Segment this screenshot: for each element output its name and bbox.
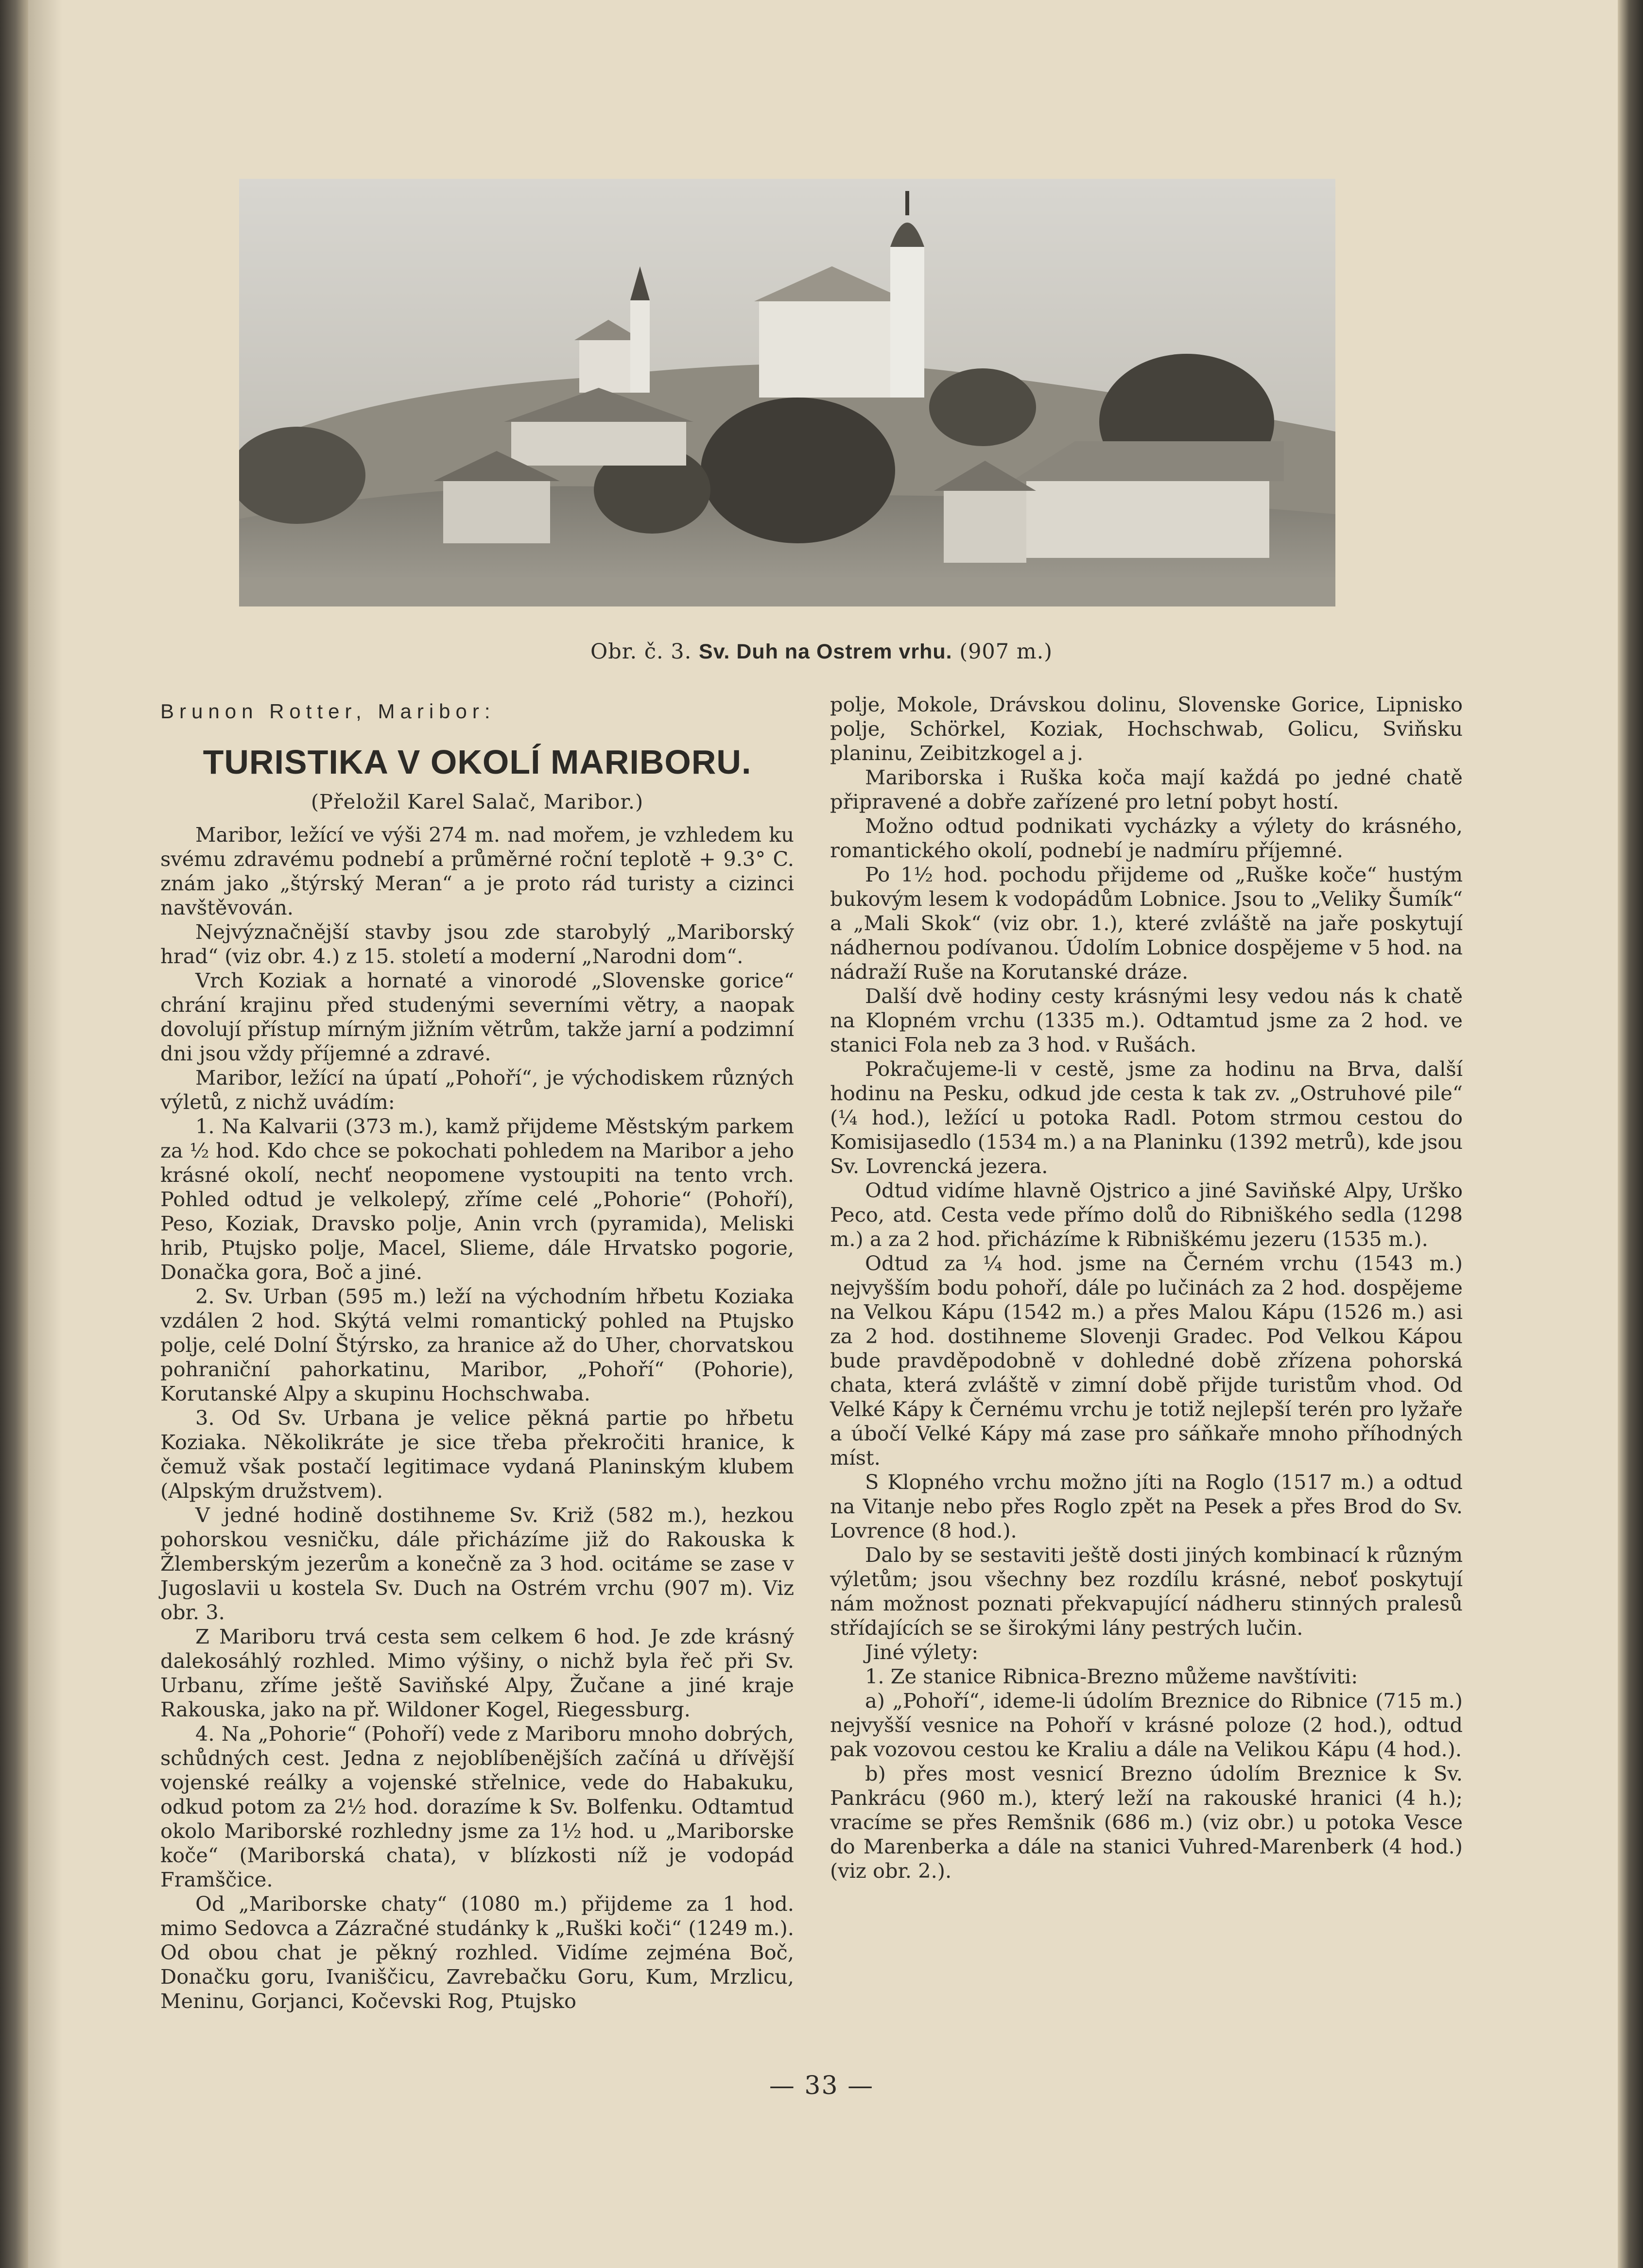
article-translator: (Přeložil Karel Salač, Maribor.)	[311, 790, 644, 814]
paragraph: 2. Sv. Urban (595 m.) leží na východním hřbetu Koziaka vzdálen 2 hod. Skýtá velmi romantický pohled na Ptujsko polje, celé Dolní Štýrsko, za hranice až do Uher, chorvatskou pohraniční pahorkatinu, Maribor, „Pohoří“ (Pohorie), Korutanské Alpy a skupinu Hochschwaba.	[160, 1284, 794, 1405]
paragraph: Pokračujeme-li v cestě, jsme za hodinu na Brva, další hodinu na Pesku, odkud jde cesta k tak zv. „Ostruhové pile“ (¼ hod.), ležící u potoka Radl. Potom strmou cestou do Komisijasedlo (1534 m.) a na Planinku (1392 metrů), kde jsou Sv. Lovrencká jezera.	[830, 1057, 1463, 1178]
binding-shadow	[28, 0, 62, 2268]
paragraph: V jedné hodině dostihneme Sv. Križ (582 m.), hezkou pohorskou vesničku, dále přicházíme již do Rakouska k Žlemberským jezerům a konečně za 3 hod. ocitáme se zase v Jugoslavii u kostela Sv. Duch na Ostrém vrchu (907 m). Viz obr. 3.	[160, 1503, 794, 1624]
caption-suffix: (907 m.)	[959, 640, 1053, 664]
left-column	[160, 693, 794, 2013]
figure-caption	[0, 640, 1643, 664]
paragraph: S Klopného vrchu možno jíti na Roglo (1517 m.) a odtud na Vitanje nebo přes Roglo zpět na Pesek a přes Brod do Sv. Lovrence (8 hod.).	[830, 1470, 1463, 1542]
paragraph: 3. Od Sv. Urbana je velice pěkná partie po hřbetu Koziaka. Několikráte je sice třeba překročiti hranice, k čemuž však postačí legitimace vydaná Planinským klubem (Alpským družstvem).	[160, 1406, 794, 1503]
caption-prefix: Obr. č. 3.	[590, 640, 692, 664]
paragraph: Z Mariboru trvá cesta sem celkem 6 hod. Je zde krásný dalekosáhlý rozhled. Mimo výšiny, o nichž byla řeč při Sv. Urbanu, zříme ještě Saviňské Alpy, Žučane a jiné kraje Rakouska, jako na př. Wildoner Kogel, Riegessburg.	[160, 1625, 794, 1721]
paragraph: a) „Pohoří“, ideme-li údolím Breznice do Ribnice (715 m.) nejvyšší vesnice na Pohoří v krásné poloze (2 hod.), odtud pak vozovou cestou ke Kraliu a dále na Velikou Kápu (4 hod.).	[830, 1689, 1463, 1761]
paragraph: 1. Ze stanice Ribnica-Brezno můžeme navštíviti:	[865, 1664, 1358, 1688]
paragraph: Odtud za ¼ hod. jsme na Černém vrchu (1543 m.) nejvyšším bodu pohoří, dále po lučinách za 2 hod. dospějeme na Velkou Kápu (1542 m.) a přes Malou Kápu (1526 m.) asi za 2 hod. dostihneme Slovenji Gradec. Pod Velkou Kápou bude pravděpodobně v dohledné době zřízena pohorská chata, která zvláště v zimní době přijde turistům vhod. Od Velké Kápy k Černému vrchu je totiž nejlepší terén pro lyžaře a úbočí Velké Kápy má zase pro sáňkaře mnoho příhodných míst.	[830, 1251, 1463, 1470]
photo-illustration	[239, 179, 1335, 606]
book-binding	[0, 0, 28, 2268]
article-author: Brunon Rotter, Maribor:	[160, 700, 496, 723]
page-number: — 33 —	[769, 2071, 874, 2100]
paragraph: Dalo by se sestaviti ještě dosti jiných kombinací k různým výletům; jsou všechny bez rozdílu krásné, neboť poskytují nám možnost poznati překvapující nádheru stinných pralesů střídajících se se širokými lány pestrých lučin.	[830, 1543, 1463, 1640]
paragraph: polje, Mokole, Drávskou dolinu, Slovenske Gorice, Lipnisko polje, Schörkel, Koziak, Hochschwab, Golicu, Sviňsku planinu, Zeibitzkogel a j.	[830, 693, 1463, 765]
photo-sv-duh-church	[239, 179, 1335, 606]
paragraph: Možno odtud podnikati vycházky a výlety do krásného, romantického okolí, podnebí je nadmíru příjemné.	[830, 814, 1463, 862]
page-edge	[1618, 0, 1643, 2268]
paragraph: Mariborska i Ruška koča mají každá po jedné chatě připravené a dobře zařízené pro letní pobyt hostí.	[830, 765, 1463, 814]
paragraph: 4. Na „Pohorie“ (Pohoří) vede z Mariboru mnoho dobrých, schůdných cest. Jedna z nejoblíbenějších začíná u dřívější vojenské reálky a vojenské střelnice, vede do Habakuku, odkud potom za 2½ hod. dorazíme k Sv. Bolfenku. Odtamtud okolo Mariborské rozhledny jsme za 1½ hod. u „Mariborske koče“ (Mariborská chata), v blízkosti níž je vodopád Framščice.	[160, 1722, 794, 1891]
paragraph: b) přes most vesnicí Brezno údolím Breznice k Sv. Pankrácu (960 m.), který leží na rakouské hranici (4 h.); vracíme se přes Remšnik (686 m.) (viz obr.) u potoka Vesce do Marenberka a dále na stanici Vuhred-Marenberk (4 hod.) (viz obr. 2.).	[830, 1762, 1463, 1883]
paragraph: Další dvě hodiny cesty krásnými lesy vedou nás k chatě na Klopném vrchu (1335 m.). Odtamtud jsme za 2 hod. ve stanici Fola neb za 3 hod. v Rušách.	[830, 984, 1463, 1056]
paragraph: Maribor, ležící na úpatí „Pohoří“, je východiskem různých výletů, z nichž uvádím:	[160, 1066, 794, 1114]
paragraph: Odtud vidíme hlavně Ojstrico a jiné Saviňské Alpy, Urško Peco, atd. Cesta vede přímo dolů do Ribniškého sedla (1298 m.) a za 2 hod. přicházíme k Ribniškému jezeru (1535 m.).	[830, 1178, 1463, 1251]
paragraph-heading: Jiné výlety:	[865, 1640, 979, 1664]
paragraph: Vrch Koziak a hornaté a vinorodé „Slovenske gorice“ chrání krajinu před studenými severními větry, a naopak dovolují přístup mírným jižním větrům, takže jarní a podzimní dni jsou vždy příjemné a zdravé.	[160, 969, 794, 1065]
right-column	[830, 693, 1463, 1883]
paragraph: Maribor, ležící ve výši 274 m. nad mořem, je vzhledem ku svému zdravému podnebí a průměrné roční teplotě + 9.3° C. znám jako „štýrský Meran“ a je proto rád turisty a cizinci navštěvován.	[160, 823, 794, 919]
paragraph: Od „Mariborske chaty“ (1080 m.) přijdeme za 1 hod. mimo Sedovca a Zázračné studánky k „Ruški koči“ (1249 m.). Od obou chat je pěkný rozhled. Vidíme zejména Boč, Donačku goru, Ivaniščicu, Zavrebačku Goru, Kum, Mrzlicu, Meninu, Gorjanci, Kočevski Rog, Ptujsko	[160, 1892, 794, 2013]
paragraph: Nejvýznačnější stavby jsou zde starobylý „Mariborský hrad“ (viz obr. 4.) z 15. století a moderní „Narodni dom“.	[160, 920, 794, 968]
caption-title: Sv. Duh na Ostrem vrhu.	[699, 640, 952, 663]
paragraph: Po 1½ hod. pochodu přijdeme od „Ruške koče“ hustým bukovým lesem k vodopádům Lobnice. Jsou to „Veliky Šumík“ a „Mali Skok“ (viz obr. 1.), které zvláště na jaře poskytují nádhernou podívanou. Údolím Lobnice dospějeme v 5 hod. na nádraží Ruše na Korutanské dráze.	[830, 863, 1463, 984]
paragraph: 1. Na Kalvarii (373 m.), kamž přijdeme Městským parkem za ½ hod. Kdo chce se pokochati pohledem na Maribor a jeho krásné okolí, nechť neopomene vystoupiti na tento vrch. Pohled odtud je velkolepý, zříme celé „Pohorie“ (Pohoří), Peso, Koziak, Dravsko polje, Anin vrch (pyramida), Meliski hrib, Ptujsko polje, Macel, Slieme, dále Hrvatsko pogorie, Donačka gora, Boč a jiné.	[160, 1114, 794, 1284]
article-title: TURISTIKA V OKOLÍ MARIBORU.	[203, 743, 752, 781]
